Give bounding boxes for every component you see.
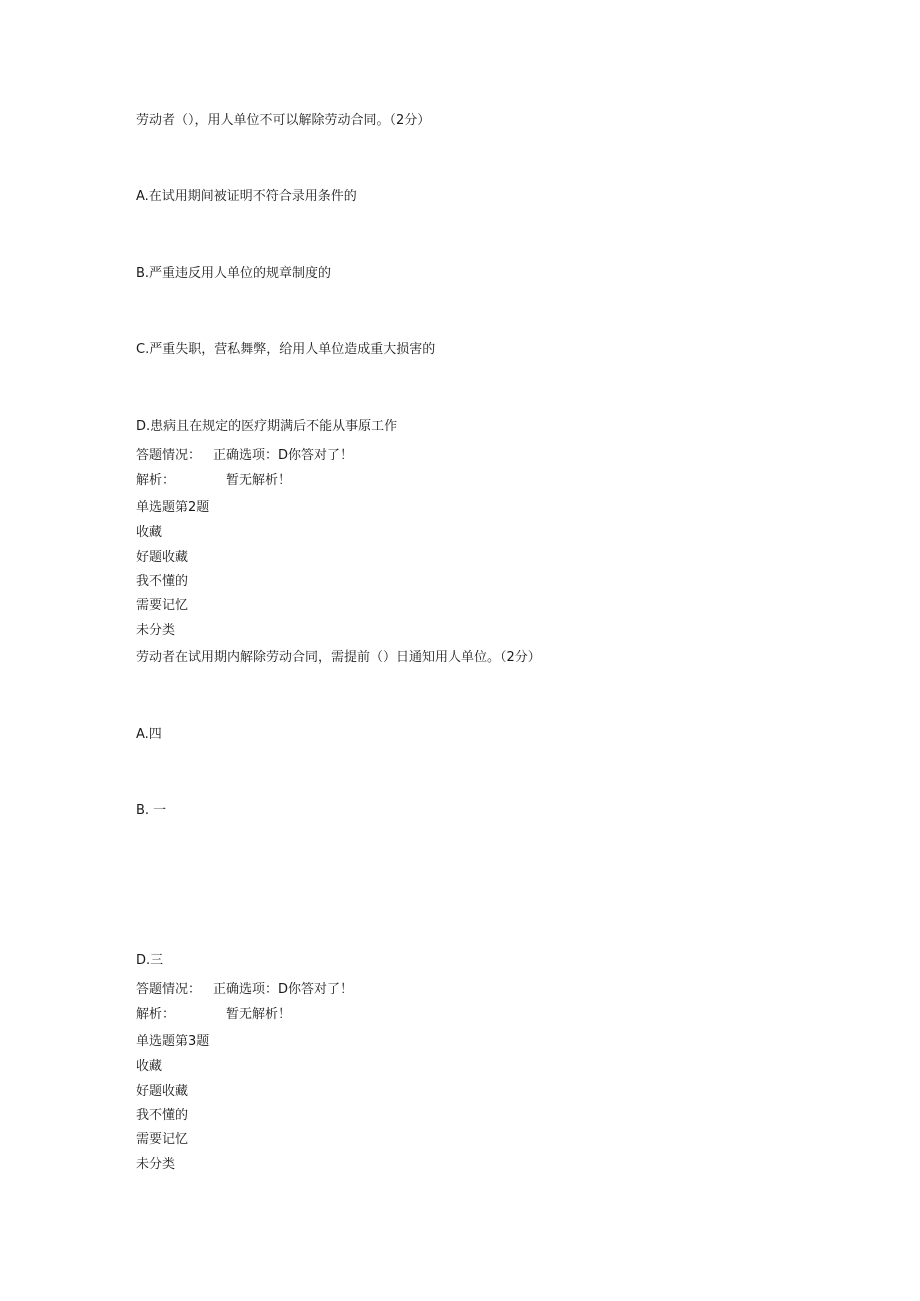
question-3-header: 单选题第3题 bbox=[136, 1034, 210, 1049]
question-2-tag-favorite[interactable]: 收藏 bbox=[136, 525, 163, 540]
question-1-result-label: 答题情况： bbox=[136, 448, 202, 463]
question-3-tag-dont-understand[interactable]: 我不懂的 bbox=[136, 1108, 189, 1123]
question-2-tag-good-question[interactable]: 好题收藏 bbox=[136, 550, 189, 565]
question-3-tag-good-question[interactable]: 好题收藏 bbox=[136, 1084, 189, 1099]
question-2-tag-need-memorize[interactable]: 需要记忆 bbox=[136, 598, 189, 613]
question-2-analysis-text: 暂无解析！ bbox=[226, 1007, 292, 1022]
question-3-tag-favorite[interactable]: 收藏 bbox=[136, 1059, 163, 1074]
question-2-result-label: 答题情况： bbox=[136, 982, 202, 997]
question-1-option-c[interactable]: C.严重失职，营私舞弊，给用人单位造成重大损害的 bbox=[136, 342, 436, 357]
question-1-option-a[interactable]: A.在试用期间被证明不符合录用条件的 bbox=[136, 189, 357, 204]
question-2-header: 单选题第2题 bbox=[136, 500, 210, 515]
question-3-tag-need-memorize[interactable]: 需要记忆 bbox=[136, 1132, 189, 1147]
question-1-result-text: 正确选项：D你答对了！ bbox=[213, 448, 354, 463]
question-1-analysis-text: 暂无解析！ bbox=[226, 473, 292, 488]
question-3-tag-uncategorized[interactable]: 未分类 bbox=[136, 1157, 176, 1172]
question-2-option-b[interactable]: B. 一 bbox=[136, 803, 167, 818]
question-1-stem: 劳动者（），用人单位不可以解除劳动合同。（2分） bbox=[136, 113, 431, 128]
question-2-stem: 劳动者在试用期内解除劳动合同，需提前（）日通知用人单位。（2分） bbox=[136, 650, 541, 665]
question-2-tag-uncategorized[interactable]: 未分类 bbox=[136, 623, 176, 638]
question-2-tag-dont-understand[interactable]: 我不懂的 bbox=[136, 574, 189, 589]
question-2-result-text: 正确选项：D你答对了！ bbox=[213, 982, 354, 997]
question-2-option-d[interactable]: D.三 bbox=[136, 953, 164, 968]
question-2-option-a[interactable]: A.四 bbox=[136, 727, 162, 742]
question-1-option-b[interactable]: B.严重违反用人单位的规章制度的 bbox=[136, 266, 332, 281]
question-1-option-d[interactable]: D.患病且在规定的医疗期满后不能从事原工作 bbox=[136, 419, 398, 434]
question-2-analysis-label: 解析： bbox=[136, 1007, 176, 1022]
question-1-analysis-label: 解析： bbox=[136, 473, 176, 488]
